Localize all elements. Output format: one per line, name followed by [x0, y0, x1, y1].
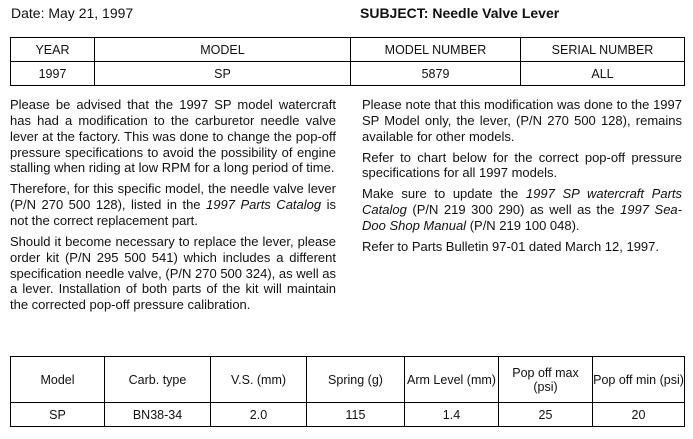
text-span: (P/N 219 100 048).	[466, 218, 580, 234]
header-cell: MODEL	[95, 38, 351, 62]
table-cell: 1.4	[405, 403, 499, 427]
paragraph: Refer to chart below for the correct pop-off pressure specifications for all 1997 models.	[362, 149, 682, 181]
text-span: Make sure to update the	[362, 186, 526, 202]
table-cell: SP	[11, 403, 105, 427]
spec-table-header-row	[11, 357, 685, 403]
table-row	[11, 403, 685, 427]
table-cell: BN38-34	[105, 403, 211, 427]
italic-text: 1997 Parts Catalog	[206, 197, 322, 213]
bulletin-subject: SUBJECT: Needle Valve Lever	[360, 5, 560, 21]
header-cell: SERIAL NUMBER	[521, 38, 685, 62]
header-cell: Spring (g)	[307, 357, 405, 403]
table-cell: SP	[95, 62, 351, 86]
text-span: Therefore, for this specific model, the needle valve lever (P/N 270 500 128), listed in the	[10, 181, 336, 213]
header-cell: Pop off max (psi)	[499, 357, 593, 403]
header-cell: V.S. (mm)	[211, 357, 307, 403]
header-cell: YEAR	[11, 38, 95, 62]
paragraph: Please note that this modification was done to the 1997 SP Model only, the lever, (P/N 270 500 128), remains available for other models.	[362, 97, 682, 144]
model-info-table	[10, 37, 685, 86]
header-cell: Arm Level (mm)	[405, 357, 499, 403]
text-span: (P/N 219 300 290) as well as the	[406, 202, 621, 218]
text-span: is not the correct replacement part.	[10, 197, 337, 229]
left-text-column	[10, 97, 336, 318]
italic-text: 1997 Sea-Doo Shop Manual	[362, 202, 682, 234]
pop-off-spec-table	[10, 356, 685, 427]
table-cell: 25	[499, 403, 593, 427]
paragraph: Please be advised that the 1997 SP model watercraft has had a modification to the carburetor needle valve lever at the factory. This was done to change the pop-off pressure specifications to avoid the possibility of engine stalling when riding at low RPM for a long period of time.	[10, 97, 336, 176]
paragraph	[362, 186, 682, 234]
table-cell: 20	[593, 403, 685, 427]
paragraph: Should it become necessary to replace the lever, please order kit (P/N 295 500 541) which includes a different specification needle valve, (P/N 270 500 324), as well as a lever. Installation of both parts of the kit will maintain the corrected pop-off pressure calibration.	[10, 233, 336, 313]
bulletin-date: Date: May 21, 1997	[11, 5, 134, 21]
info-table-header-row	[11, 38, 685, 62]
right-text-column	[362, 97, 682, 260]
header-cell: Pop off min (psi)	[593, 357, 685, 403]
header-cell: MODEL NUMBER	[351, 38, 521, 62]
table-cell: ALL	[521, 62, 685, 86]
header-cell: Carb. type	[105, 357, 211, 403]
table-cell: 1997	[11, 62, 95, 86]
italic-text: 1997 SP watercraft Parts Catalog	[362, 186, 683, 218]
table-row	[11, 62, 685, 86]
table-cell: 2.0	[211, 403, 307, 427]
table-cell: 5879	[351, 62, 521, 86]
header-cell: Model	[11, 357, 105, 403]
paragraph: Refer to Parts Bulletin 97-01 dated March 12, 1997.	[362, 238, 660, 254]
table-cell: 115	[307, 403, 405, 427]
paragraph	[10, 181, 336, 229]
